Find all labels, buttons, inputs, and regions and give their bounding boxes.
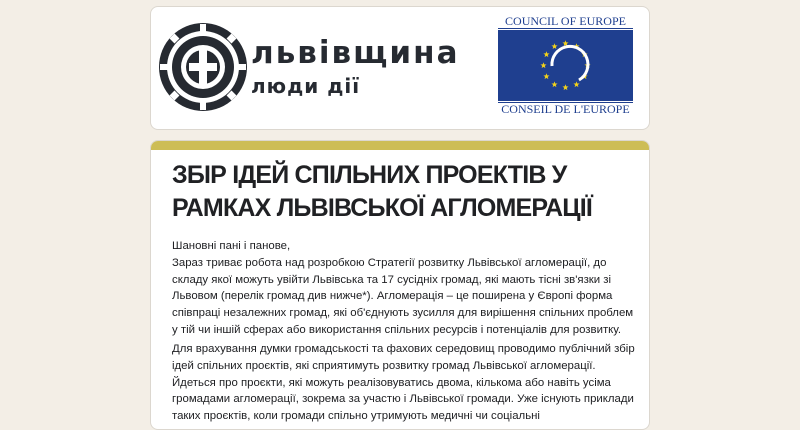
description-paragraph-2: Для врахування думки громадськості та фахових середовищ проводимо публічний збір ідей спільних проєктів, які сприятимуть розвитку громад Львівської агломерації. Йдеться про проєкти, які можуть реалізовуватись двома, кількома або навіть усіма громадами агломерації, зокрема за участю і Львівської громади. Уже існують приклади таких проєктів, коли громади спільно утримують медичні чи соціальні — [172, 343, 635, 423]
description-paragraph-1: Зараз триває робота над розробкою Стратегії розвитку Львівської агломерації, до складу якої можуть увійти Львівська та 17 сусідніх громад, які мають тісні зв'язки зі Львовом (перелік громад див нижче*). Агломерація – це поширена у Європі форма співпраці незалежних громад, які об'єднують зусилля для вирішення спільних проблем у тій чи іншій сферах або використання спільних ресурсів і потенціалів для розвитку. — [172, 256, 634, 336]
form-accent-bar — [151, 141, 649, 150]
coe-name-english: COUNCIL OF EUROPE — [505, 14, 626, 28]
lviv-region-emblem-icon — [157, 21, 249, 113]
council-of-europe-flag-icon — [498, 30, 633, 101]
form-title: ЗБІР ІДЕЙ СПІЛЬНИХ ПРОЕКТІВ У РАМКАХ ЛЬВІВСЬКОЇ АГЛОМЕРАЦІЇ — [172, 161, 593, 222]
brand-subtitle: люди дії — [251, 74, 361, 98]
brand-title: львівщина — [251, 35, 460, 71]
form-description-card — [150, 140, 650, 430]
greeting-text: Шановні пані і панове, — [172, 240, 291, 252]
header-banner — [150, 6, 650, 130]
coe-top-rule — [498, 28, 633, 29]
coe-name-french: CONSEIL DE L'EUROPE — [501, 102, 630, 116]
form-description-intro — [172, 238, 637, 339]
